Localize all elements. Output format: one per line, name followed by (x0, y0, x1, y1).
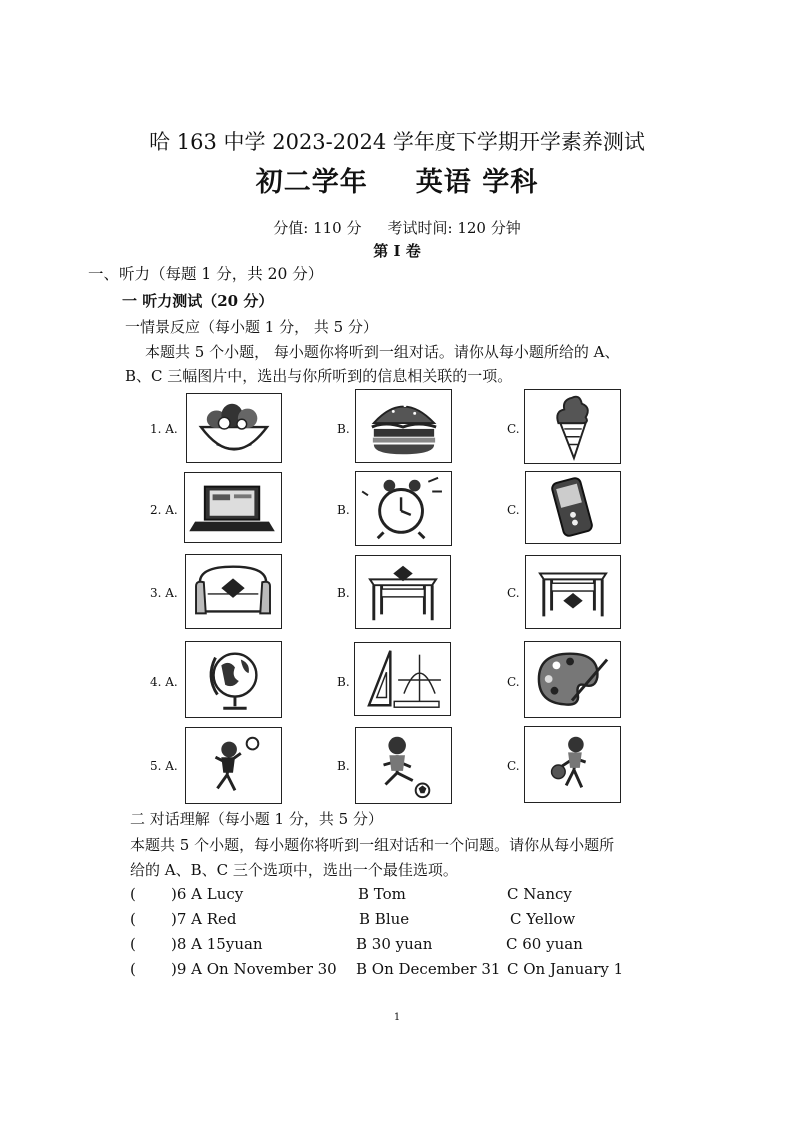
section-subheading: 一 听力测试（20 分） (122, 292, 274, 310)
question-8-option-b: B 30 yuan (356, 935, 433, 953)
question-6-paren[interactable]: ( (130, 885, 136, 903)
question-9-option-a: )9 A On November 30 (171, 960, 337, 978)
page-number: 1 (393, 1012, 401, 1023)
question-9-option-b: B On December 31 (356, 960, 501, 978)
q1-label-c: C. (507, 422, 520, 436)
time-label: 考试时间: 120 分钟 (387, 219, 521, 237)
q1-label-b: B. (337, 422, 350, 436)
q4-label-b: B. (337, 675, 350, 689)
q4-label-c: C. (507, 675, 520, 689)
question-7-option-c: C Yellow (510, 910, 576, 928)
girl-basketball-icon[interactable] (524, 726, 621, 803)
ice-cream-cone-icon[interactable] (524, 389, 621, 464)
part2-heading: 二 对话理解（每小题 1 分，共 5 分） (130, 810, 383, 828)
q5-label-b: B. (337, 759, 350, 773)
q4-label-a: 4. A. (150, 675, 178, 689)
mobile-phone-icon[interactable] (525, 471, 621, 544)
grade-label: 初二学年 (255, 167, 368, 198)
salad-bowl-icon[interactable] (186, 393, 282, 463)
part1-instruction-line2: B、C 三幅图片中，选出与你所听到的信息相关联的一项。 (125, 367, 513, 385)
q3-label-a: 3. A. (150, 586, 178, 600)
q2-label-a: 2. A. (150, 503, 178, 517)
girl-volleyball-icon[interactable] (185, 727, 282, 804)
q5-label-c: C. (507, 759, 520, 773)
question-6-option-b: B Tom (358, 885, 406, 903)
section-heading: 一、听力（每题 1 分，共 20 分） (88, 265, 324, 283)
score-label: 分值: 110 分 (273, 219, 362, 237)
q3-label-c: C. (507, 586, 520, 600)
question-9-paren[interactable]: ( (130, 960, 136, 978)
paint-palette-icon[interactable] (524, 641, 621, 718)
desk-box-on-top-icon[interactable] (355, 555, 451, 629)
boy-soccer-icon[interactable] (355, 727, 452, 804)
subject-label: 英语 (415, 167, 472, 198)
question-7-option-a: )7 A Red (171, 910, 237, 928)
exam-meta (0, 217, 794, 238)
laptop-icon[interactable] (184, 472, 282, 543)
q2-label-c: C. (507, 503, 520, 517)
part1-instruction-line1: 本题共 5 个小题， 每小题你将听到一组对话。请你从每小题所给的 A、 (145, 343, 620, 361)
q2-label-b: B. (337, 503, 350, 517)
question-6-option-c: C Nancy (507, 885, 572, 903)
desk-box-under-icon[interactable] (525, 555, 621, 629)
alarm-clock-icon[interactable] (355, 471, 452, 546)
question-7-option-b: B Blue (359, 910, 410, 928)
part1-heading: 一情景反应（每小题 1 分， 共 5 分） (125, 318, 378, 336)
part2-instruction-line2: 给的 A、B、C 三个选项中，选出一个最佳选项。 (130, 861, 458, 879)
question-9-option-c: C On January 1 (507, 960, 624, 978)
hamburger-icon[interactable] (355, 389, 452, 463)
question-8-paren[interactable]: ( (130, 935, 136, 953)
question-7-paren[interactable]: ( (130, 910, 136, 928)
question-8-option-a: )8 A 15yuan (171, 935, 263, 953)
part2-instruction-line1: 本题共 5 个小题，每小题你将听到一组对话和一个问题。请你从每小题所 (130, 836, 615, 854)
q3-label-b: B. (337, 586, 350, 600)
question-6-option-a: )6 A Lucy (171, 885, 244, 903)
grade-subject-title (0, 160, 794, 199)
subject-suffix: 学科 (482, 167, 539, 198)
q5-label-a: 5. A. (150, 759, 178, 773)
question-8-option-c: C 60 yuan (506, 935, 583, 953)
geometry-tools-icon[interactable] (354, 642, 451, 716)
volume-label: 第 I 卷 (373, 242, 421, 260)
sofa-with-box-icon[interactable] (185, 554, 282, 629)
q1-label-a: 1. A. (150, 422, 178, 436)
exam-title: 哈 163 中学 2023-2024 学年度下学期开学素养测试 (149, 130, 645, 154)
globe-icon[interactable] (185, 641, 282, 718)
